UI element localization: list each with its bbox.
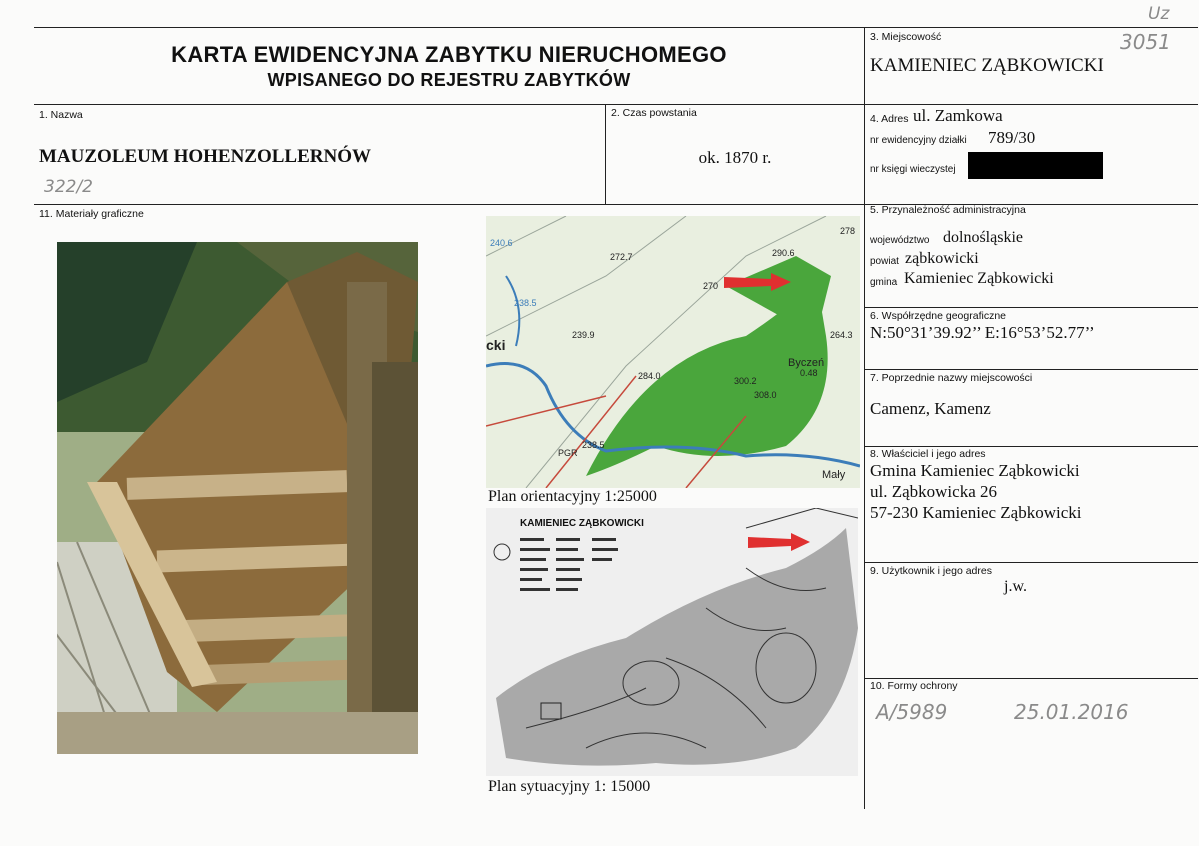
top-border [34,27,1198,28]
situational-plan [486,508,858,776]
registry-number: 3051 [1120,30,1171,54]
map-label: cki [486,337,506,353]
map-label: 308.0 [754,390,777,400]
map-label: 270 [703,281,719,291]
orientation-map [486,216,860,488]
wlasciciel-line: ul. Ząbkowicka 26 [870,482,997,501]
nazwa-label: 1. Nazwa [39,109,83,121]
map-label: 300.2 [734,376,757,386]
wlasciciel-line: Gmina Kamieniec Ząbkowicki [870,461,1080,480]
czas-label: 2. Czas powstania [611,107,697,119]
map-label: 239.9 [572,330,595,340]
nazwa-handwritten: 322/2 [44,177,93,197]
map-label: 264.3 [830,330,853,340]
protection-number: A/5989 [876,700,948,724]
row-divider-5 [864,307,1198,308]
mark-uz: Uz [1148,4,1170,24]
map-label: Mały [822,469,846,481]
poprzednie-value: Camenz, Kamenz [870,399,991,418]
adres-street: ul. Zamkowa [913,106,1003,125]
wojewodztwo-value: dolnośląskie [943,229,1023,246]
map-label: 240.6 [490,238,513,248]
column-divider-right [864,27,865,809]
gmina-label: gmina [870,277,898,288]
formy-label: 10. Formy ochrony [870,680,958,692]
powiat-value: ząbkowicki [905,250,979,267]
wlasciciel-label: 8. Właściciel i jego adres [870,448,986,460]
row-divider-6 [864,369,1198,370]
przynaleznosc-label: 5. Przynależność administracyjna [870,204,1026,216]
card-title-line2: WPISANEGO DO REJESTRU ZABYTKÓW [267,70,631,90]
uzytkownik-label: 9. Użytkownik i jego adres [870,565,992,577]
dzialka-label: nr ewidencyjny działki [870,135,967,146]
dzialka-value: 789/30 [988,128,1036,147]
map-label: 284.0 [638,371,661,381]
row-divider-8 [864,562,1198,563]
map-label: 238.5 [514,298,537,308]
wlasciciel-line: 57-230 Kamieniec Ząbkowicki [870,503,1082,522]
miejscowosc-value: KAMIENIEC ZĄBKOWICKI [870,55,1104,76]
mausoleum-photo [57,242,418,754]
wspolrzedne-value: N:50°31’39.92’’ E:16°53’52.77’’ [870,323,1095,342]
gmina-value: Kamieniec Ząbkowicki [904,270,1054,287]
miejscowosc-label: 3. Miejscowość [870,31,942,43]
adres-label: 4. Adres [870,113,909,125]
map-label: PGR [558,448,578,458]
czas-value: ok. 1870 r. [698,148,772,167]
powiat-label: powiat [870,256,899,267]
map-label: 238.5 [582,440,605,450]
map-label: 0.48 [800,368,818,378]
nazwa-value: MAUZOLEUM HOHENZOLLERNÓW [39,146,371,167]
wojewodztwo-label: województwo [870,235,930,246]
map-label: 272.7 [610,252,633,262]
map-label: 290.6 [772,248,795,258]
materialy-label: 11. Materiały graficzne [39,208,144,220]
row-divider-7 [864,446,1198,447]
wspolrzedne-label: 6. Współrzędne geograficzne [870,310,1006,322]
map-label: Byczeń [788,357,825,369]
protection-date: 25.01.2016 [1014,700,1129,724]
situ-plan-title: KAMIENIEC ZĄBKOWICKI [520,518,644,529]
redacted-block [968,152,1103,179]
card-title-line1: KARTA EWIDENCYJNA ZABYTKU NIERUCHOMEGO [171,42,727,67]
orientation-map-caption: Plan orientacyjny 1:25000 [488,488,657,505]
poprzednie-label: 7. Poprzednie nazwy miejscowości [870,372,1033,384]
map-label: 278 [840,226,856,236]
row-divider-9 [864,678,1198,679]
ksiega-label: nr księgi wieczystej [870,164,956,175]
uzytkownik-value: j.w. [1004,578,1027,595]
situational-plan-caption: Plan sytuacyjny 1: 15000 [488,778,651,795]
row-divider-1 [34,104,1198,105]
